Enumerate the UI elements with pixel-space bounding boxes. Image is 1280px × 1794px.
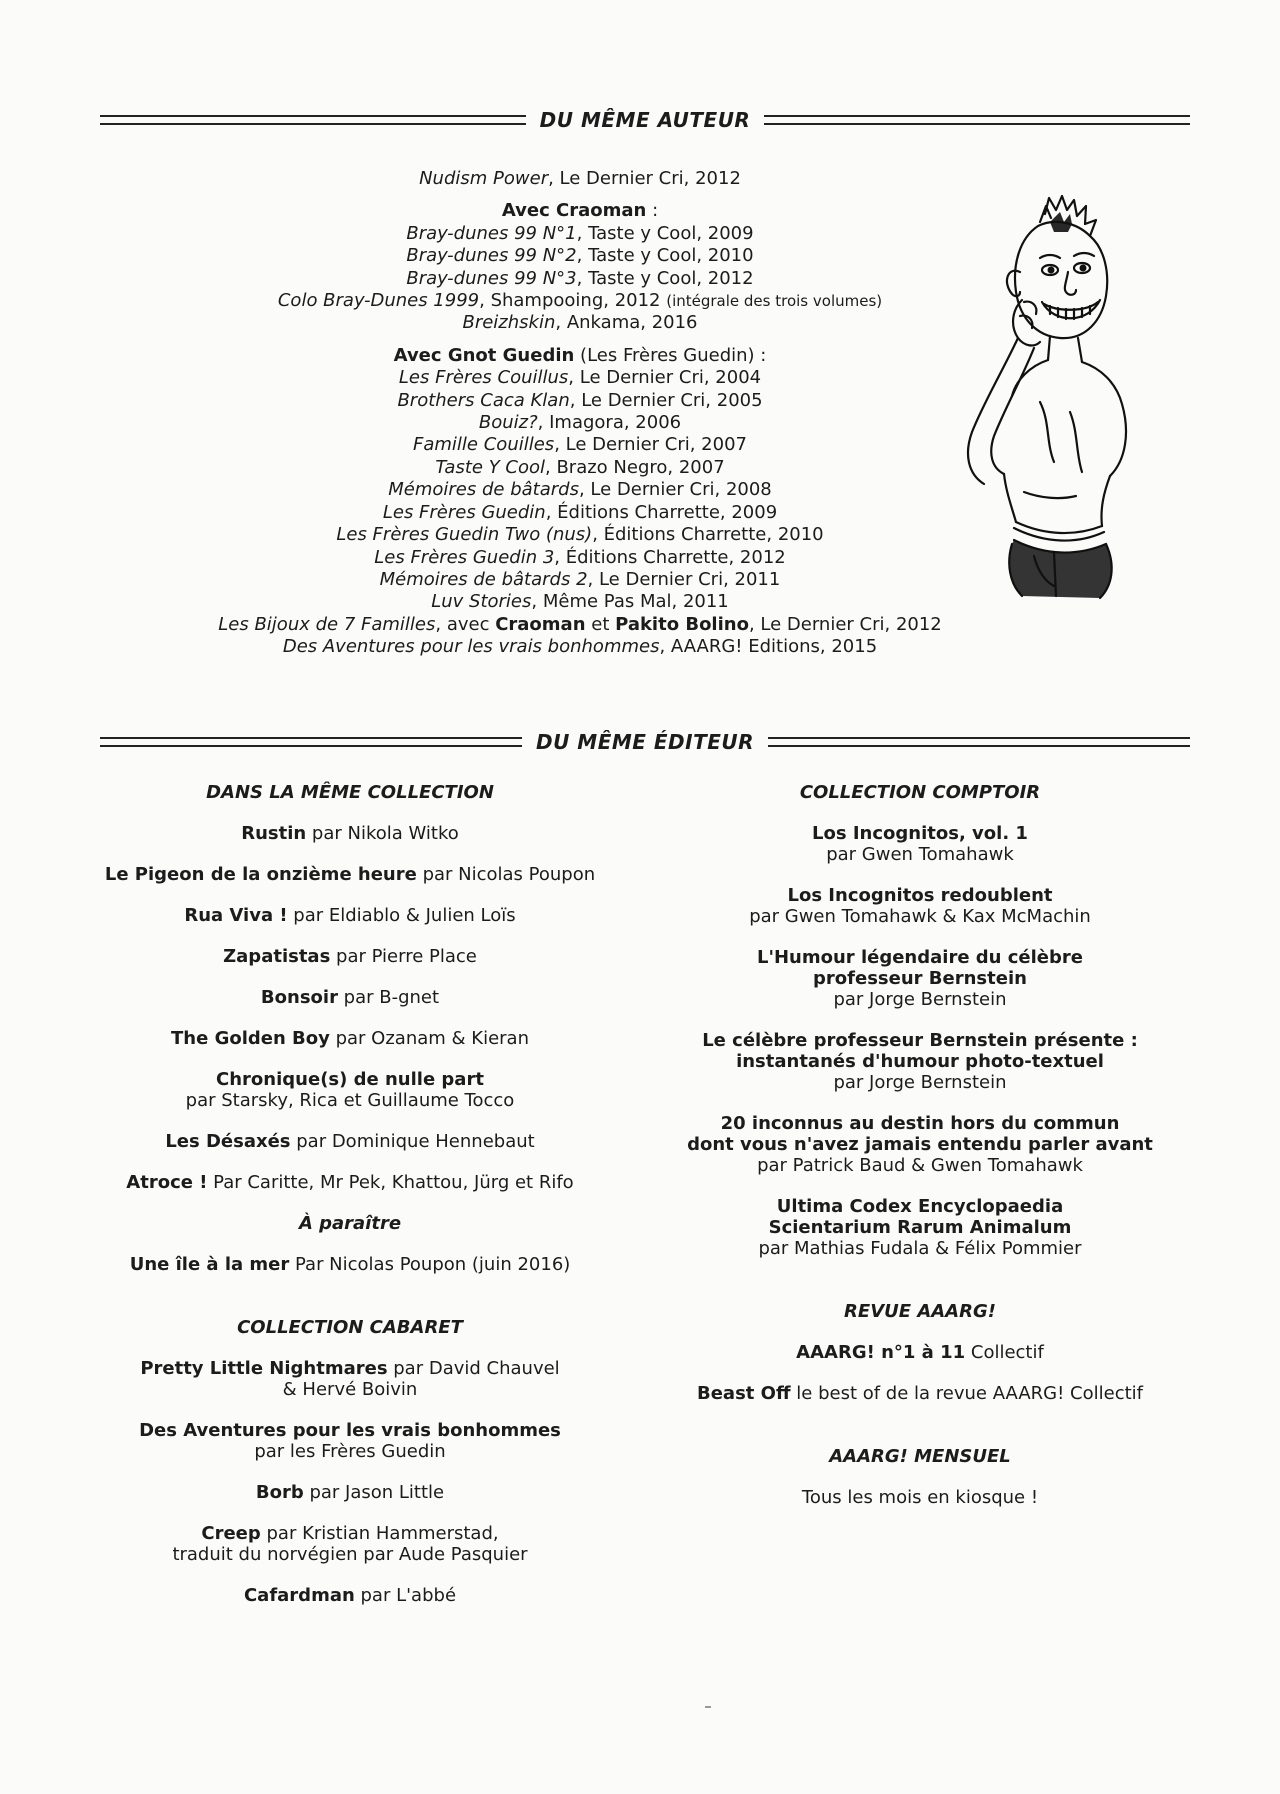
list-item: Des Aventures pour les vrais bonhommes par les Frères Guedin [139,1420,561,1462]
list-item: Chronique(s) de nulle part par Starsky, Rica et Guillaume Tocco [185,1069,515,1111]
list-item: Bonsoir par B-gnet [260,987,440,1008]
list-item: AAARG! n°1 à 11 Collectif [796,1342,1044,1363]
a-paraitre-label: À paraître [298,1213,402,1234]
gnot-heading: Avec Gnot Guedin (Les Frères Guedin) : [393,344,767,366]
book-line: Luv Stories, Même Pas Mal, 2011 [431,591,729,613]
list-item: Creep par Kristian Hammerstad, traduit du norvégien par Aude Pasquier [172,1523,528,1565]
header-rule-right [764,115,1190,125]
list-item: Pretty Little Nightmares par David Chauvel & Hervé Boivin [140,1358,560,1400]
collection-title: DANS LA MÊME COLLECTION [206,782,494,803]
book-line: Les Frères Guedin, Éditions Charrette, 2009 [382,501,778,523]
book-line: Breizhskin, Ankama, 2016 [462,312,698,334]
list-item: Zapatistas par Pierre Place [223,946,477,967]
section-title: DU MÊME AUTEUR [539,108,751,132]
list-item: Beast Off le best of de la revue AAARG! Collectif [697,1383,1143,1404]
book-line: Bray-dunes 99 N°3, Taste y Cool, 2012 [406,267,754,289]
book-line: Famille Couilles, Le Dernier Cri, 2007 [413,434,747,456]
header-rule-right [768,737,1190,747]
craoman-heading: Avec Craoman : [501,200,659,222]
book-line: Les Frères Couillus, Le Dernier Cri, 2004 [398,367,762,389]
list-item: Los Incognitos redoublent par Gwen Tomahawk & Kax McMachin [749,885,1091,927]
book-line: Nudism Power, Le Dernier Cri, 2012 [419,168,741,189]
list-item: Le Pigeon de la onzième heure par Nicolas Poupon [104,864,596,885]
book-line: Mémoires de bâtards, Le Dernier Cri, 2008 [388,479,772,501]
book-line: Des Aventures pour les vrais bonhommes, AAARG! Editions, 2015 [282,636,878,658]
list-item: Rua Viva ! par Eldiablo & Julien Loïs [184,905,516,926]
list-item: Atroce ! Par Caritte, Mr Pek, Khattou, Jürg et Rifo [126,1172,574,1193]
list-item: Rustin par Nikola Witko [241,823,459,844]
book-line: Bray-dunes 99 N°2, Taste y Cool, 2010 [406,245,754,267]
list-item: Cafardman par L'abbé [243,1585,457,1606]
page-mark [705,1706,711,1708]
collection-title: COLLECTION CABARET [237,1317,463,1338]
header-rule-left [100,115,526,125]
section-title: DU MÊME ÉDITEUR [535,730,755,754]
header-rule-left [100,737,522,747]
book-line: Les Frères Guedin 3, Éditions Charrette, 2012 [374,546,786,568]
collection-title: COLLECTION COMPTOIR [799,782,1041,803]
list-item: The Golden Boy par Ozanam & Kieran [171,1028,529,1049]
header-du-meme-auteur [100,108,1190,132]
list-item: L'Humour légendaire du célèbre professeur Bernstein par Jorge Bernstein [757,947,1083,1010]
collection-left-column [90,782,610,1626]
book-line: Les Bijoux de 7 Familles, avec Craoman et Pakito Bolino, Le Dernier Cri, 2012 [218,613,942,635]
author-bibliography [170,168,990,659]
list-item: Borb par Jason Little [255,1482,445,1503]
collection-title: AAARG! MENSUEL [829,1446,1011,1467]
list-item: Une île à la mer Par Nicolas Poupon (juin 2016) [129,1254,571,1275]
mensuel-text: Tous les mois en kiosque ! [801,1487,1039,1508]
collection-title: REVUE AAARG! [844,1301,996,1322]
book-line: Colo Bray-Dunes 1999, Shampooing, 2012 (intégrale des trois volumes) [277,290,883,312]
book-line: Les Frères Guedin Two (nus), Éditions Charrette, 2010 [336,524,824,546]
list-item: Les Désaxés par Dominique Hennebaut [165,1131,535,1152]
book-line: Taste Y Cool, Brazo Negro, 2007 [435,456,725,478]
book-line: Mémoires de bâtards 2, Le Dernier Cri, 2011 [379,568,781,590]
book-line: Brothers Caca Klan, Le Dernier Cri, 2005 [397,389,763,411]
list-item: Los Incognitos, vol. 1 par Gwen Tomahawk [812,823,1028,865]
collection-right-column [660,782,1180,1528]
list-item: Le célèbre professeur Bernstein présente : instantanés d'humour photo-textuel par Jorge Bernstein [702,1030,1138,1093]
list-item: 20 inconnus au destin hors du commun dont vous n'avez jamais entendu parler avant par Patrick Baud & Gwen Tomahawk [687,1113,1153,1176]
book-line: Bouiz?, Imagora, 2006 [478,412,682,434]
list-item: Ultima Codex Encyclopaedia Scientarium Rarum Animalum par Mathias Fudala & Félix Pommier [758,1196,1082,1259]
character-illustration [950,192,1135,602]
book-line: Bray-dunes 99 N°1, Taste y Cool, 2009 [406,222,754,244]
header-du-meme-editeur [100,730,1190,754]
